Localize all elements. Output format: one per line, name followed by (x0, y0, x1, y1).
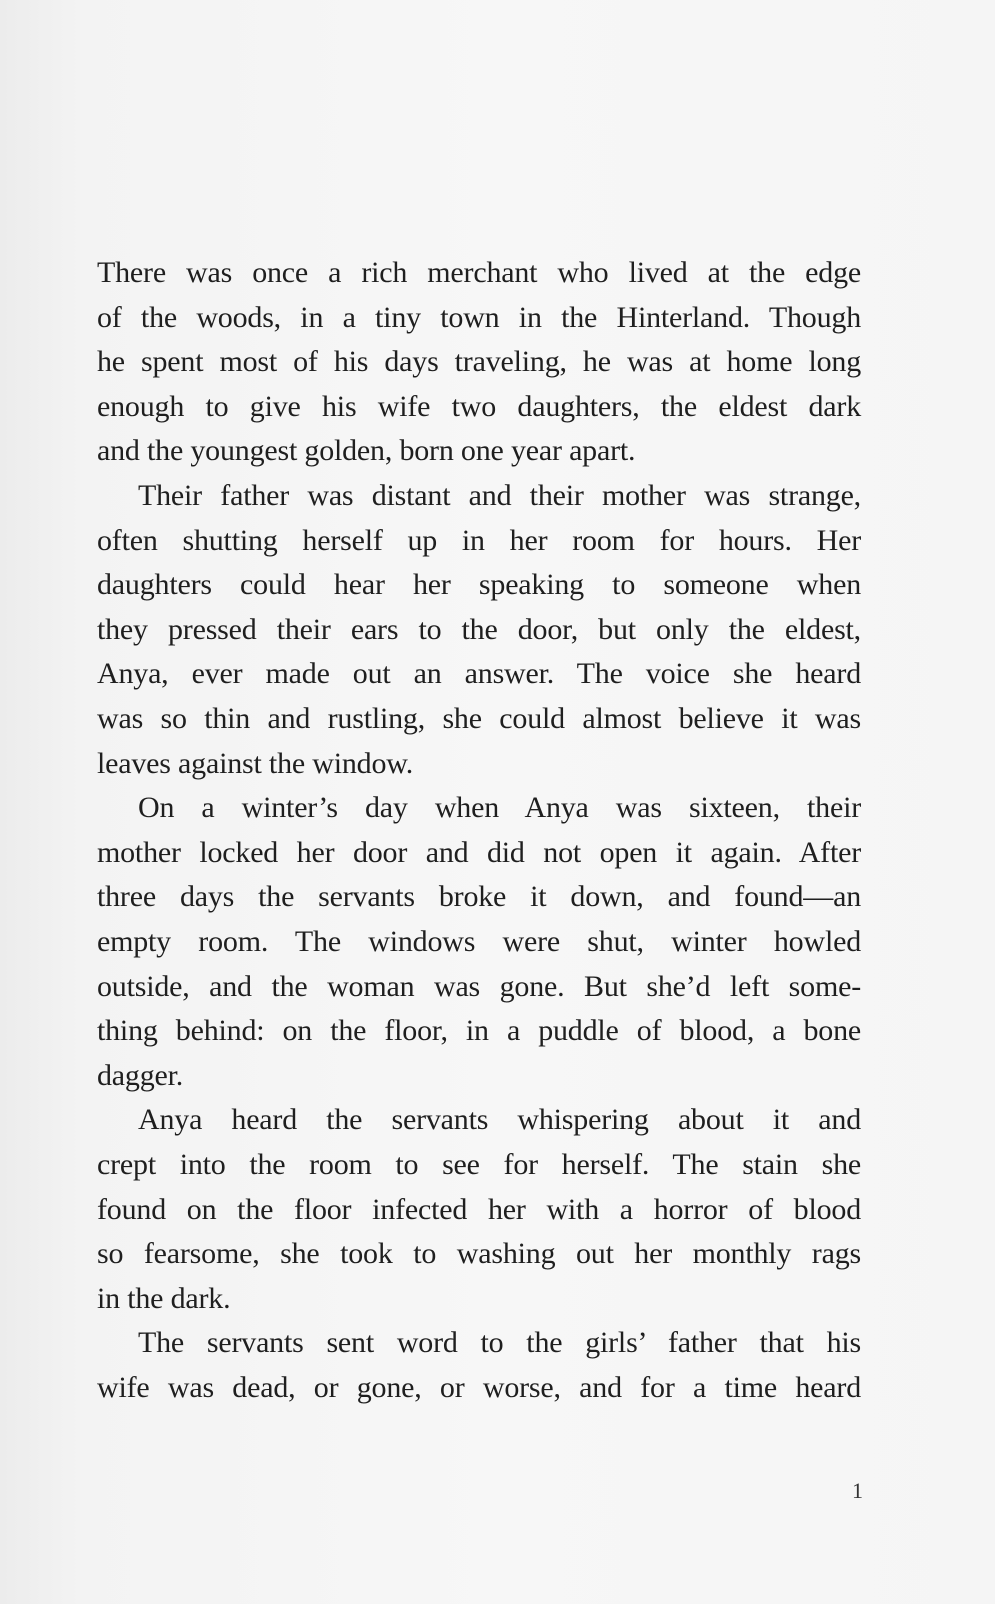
text-line: and the youngest golden, born one year apart. (97, 434, 636, 468)
text-line: so fearsome, she took to washing out her monthly rags (97, 1237, 861, 1271)
text-line: was so thin and rustling, she could almost believe it was (97, 702, 861, 735)
text-line: enough to give his wife two daughters, the eldest dark (97, 389, 861, 423)
text-line: Anya, ever made out an answer. The voice she heard (97, 657, 861, 691)
page-number: 1 (852, 1478, 863, 1503)
text-line: dagger. (97, 1058, 184, 1092)
text-line: Their father was distant and their mother was strange, (138, 479, 861, 512)
text-line: mother locked her door and did not open it again. After (97, 835, 861, 869)
text-line: crept into the room to see for herself. The stain she (97, 1148, 861, 1181)
text-line: There was once a rich merchant who lived at the edge (97, 256, 861, 289)
text-line: thing behind: on the floor, in a puddle of blood, a bone (97, 1014, 861, 1048)
text-line: outside, and the woman was gone. But she’d left some- (97, 969, 861, 1003)
text-line: daughters could hear her speaking to someone when (97, 568, 861, 602)
text-line: The servants sent word to the girls’ father that his (138, 1326, 861, 1360)
text-line: of the woods, in a tiny town in the Hinterland. Though (97, 300, 861, 334)
text-line: he spent most of his days traveling, he was at home long (97, 345, 861, 379)
text-line: often shutting herself up in her room for hours. Her (97, 523, 861, 557)
text-line: three days the servants broke it down, and found—an (97, 880, 861, 914)
text-line: empty room. The windows were shut, winter howled (97, 925, 861, 958)
text-line: On a winter’s day when Anya was sixteen, their (138, 791, 861, 825)
text-line: wife was dead, or gone, or worse, and for a time heard (97, 1371, 861, 1404)
text-line: found on the floor infected her with a horror of blood (97, 1192, 861, 1226)
text-line: in the dark. (97, 1281, 231, 1315)
text-line: leaves against the window. (97, 746, 414, 780)
text-line: Anya heard the servants whispering about it and (138, 1103, 861, 1137)
text-line: they pressed their ears to the door, but only the eldest, (97, 612, 861, 646)
